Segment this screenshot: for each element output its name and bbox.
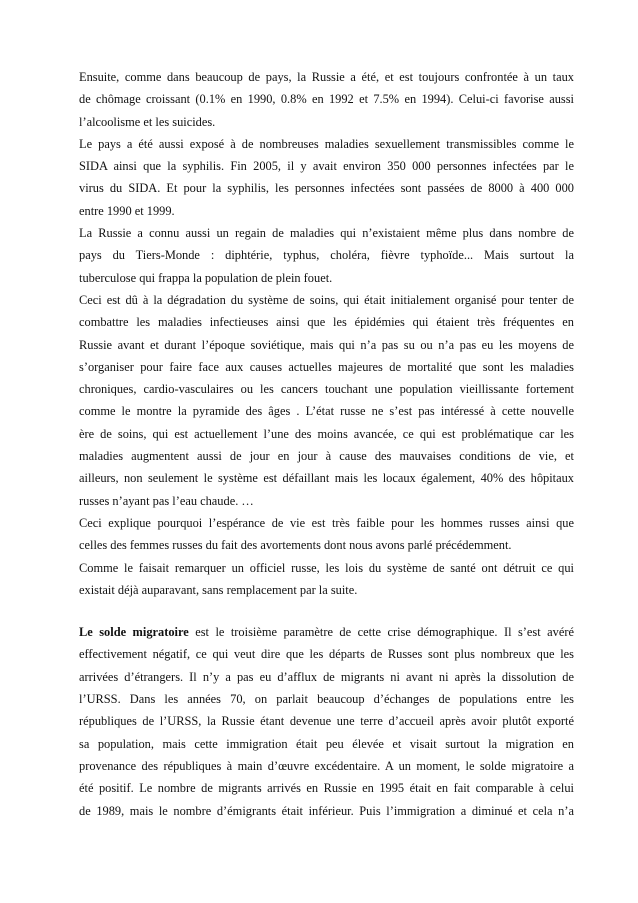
paragraph-health-system [79,289,574,512]
text-line: Russie avant et durant l’époque soviétique, mais qui n’a pas su ou n’a pas eu les moyens de [79,337,574,352]
text-line: combattre les maladies infectieuses ainsi que les épidémies qui étaient très fréquentes en [79,315,574,330]
text-line: républiques de l’URSS, la Russie étant devenue une terre d’accueil après avoir plutôt exporté [79,714,574,729]
text-line: arrivées d’étrangers. Il n’y a pas eu d’afflux de migrants ni avant ni après la dissolution de [79,669,574,684]
text-line: virus du SIDA. Et pour la syphilis, les personnes infectées sont passées de 8000 à 400 000 [79,181,574,196]
paragraph-spacer [79,601,574,621]
text-line: Comme le faisait remarquer un officiel russe, les lois du système de santé ont détruit ce qui [79,560,574,575]
text-line: de 1989, mais le nombre d’émigrants était inférieur. Puis l’immigration a diminué et cela n’a [79,803,574,818]
text-line: Ensuite, comme dans beaucoup de pays, la Russie a été, et est toujours confrontée à un taux [79,70,574,84]
paragraph-migration [79,621,574,822]
text-line [79,621,574,643]
text-line: existait déjà auparavant, sans remplacement par la suite. [79,582,358,597]
document-body [79,66,574,822]
paragraph-diseases [79,222,574,289]
text-line: Le pays a été aussi exposé à de nombreuses maladies sexuellement transmissibles comme le [79,136,574,151]
migration-heading: Le solde migratoire [79,625,189,640]
text-line: effectivement négatif, ce qui veut dire que les départs de Russes sont plus nombreux que les [79,647,574,662]
paragraph-unemployment [79,66,574,133]
text-line: chroniques, cardio-vasculaires ou les cancers touchant une population vieillissante fortement [79,382,574,397]
text-line: tuberculose qui frappa la population de plein fouet. [79,270,333,285]
text-line: entre 1990 et 1999. [79,203,175,218]
text-line: La Russie a connu aussi un regain de maladies qui n’existaient même plus dans nombre de [79,226,574,241]
paragraph-std [79,133,574,222]
text-line: maladies augmentent aussi de jour en jour à cause des mauvaises conditions de vie, et [79,449,574,464]
text-line: l’URSS. Dans les années 70, on parlait beaucoup d’échanges de populations entre les [79,692,574,707]
text-line: s’organiser pour faire face aux causes actuelles majeures de mortalité que sont les maladies [79,359,574,374]
text-span: est le troisième paramètre de cette crise démographique. Il s’est avéré [188,625,574,640]
text-line: comme le montre la pyramide des âges . L’état russe ne s’est pas intéressé à cette nouvelle [79,404,574,419]
text-line: l’alcoolisme et les suicides. [79,114,216,129]
text-line: Ceci explique pourquoi l’espérance de vie est très faible pour les hommes russes ainsi que [79,515,574,530]
text-line: russes n’ayant pas l’eau chaude. … [79,493,254,508]
text-line: provenance des républiques à main d’œuvre excédentaire. A un moment, le solde migratoire a [79,758,574,773]
paragraph-life-expectancy [79,512,574,557]
text-line: celles des femmes russes du fait des avortements dont nous avons parlé précédemment. [79,538,512,553]
text-line: de chômage croissant (0.1% en 1990, 0.8% en 1992 et 7.5% en 1994). Celui-ci favorise aussi [79,92,574,107]
text-line: ailleurs, non seulement le système est défaillant mais les locaux également, 40% des hôpitaux [79,471,574,486]
text-line: pays du Tiers-Monde : diphtérie, typhus, choléra, fièvre typhoïde... Mais surtout la [79,248,574,263]
text-line: Ceci est dû à la dégradation du système de soins, qui était initialement organisé pour tenter de [79,292,574,307]
text-line: sa population, mais cette immigration était peu élevée et visait surtout la migration en [79,736,574,751]
paragraph-official-quote [79,557,574,602]
text-line: été positif. Le nombre de migrants arrivés en Russie en 1995 était en fait comparable à celui [79,781,574,796]
text-line: SIDA ainsi que la syphilis. Fin 2005, il y avait environ 350 000 personnes infectées par le [79,159,574,174]
text-line: ère de soins, qui est actuellement l’une des moins avancée, ce qui est problématique car les [79,426,574,441]
